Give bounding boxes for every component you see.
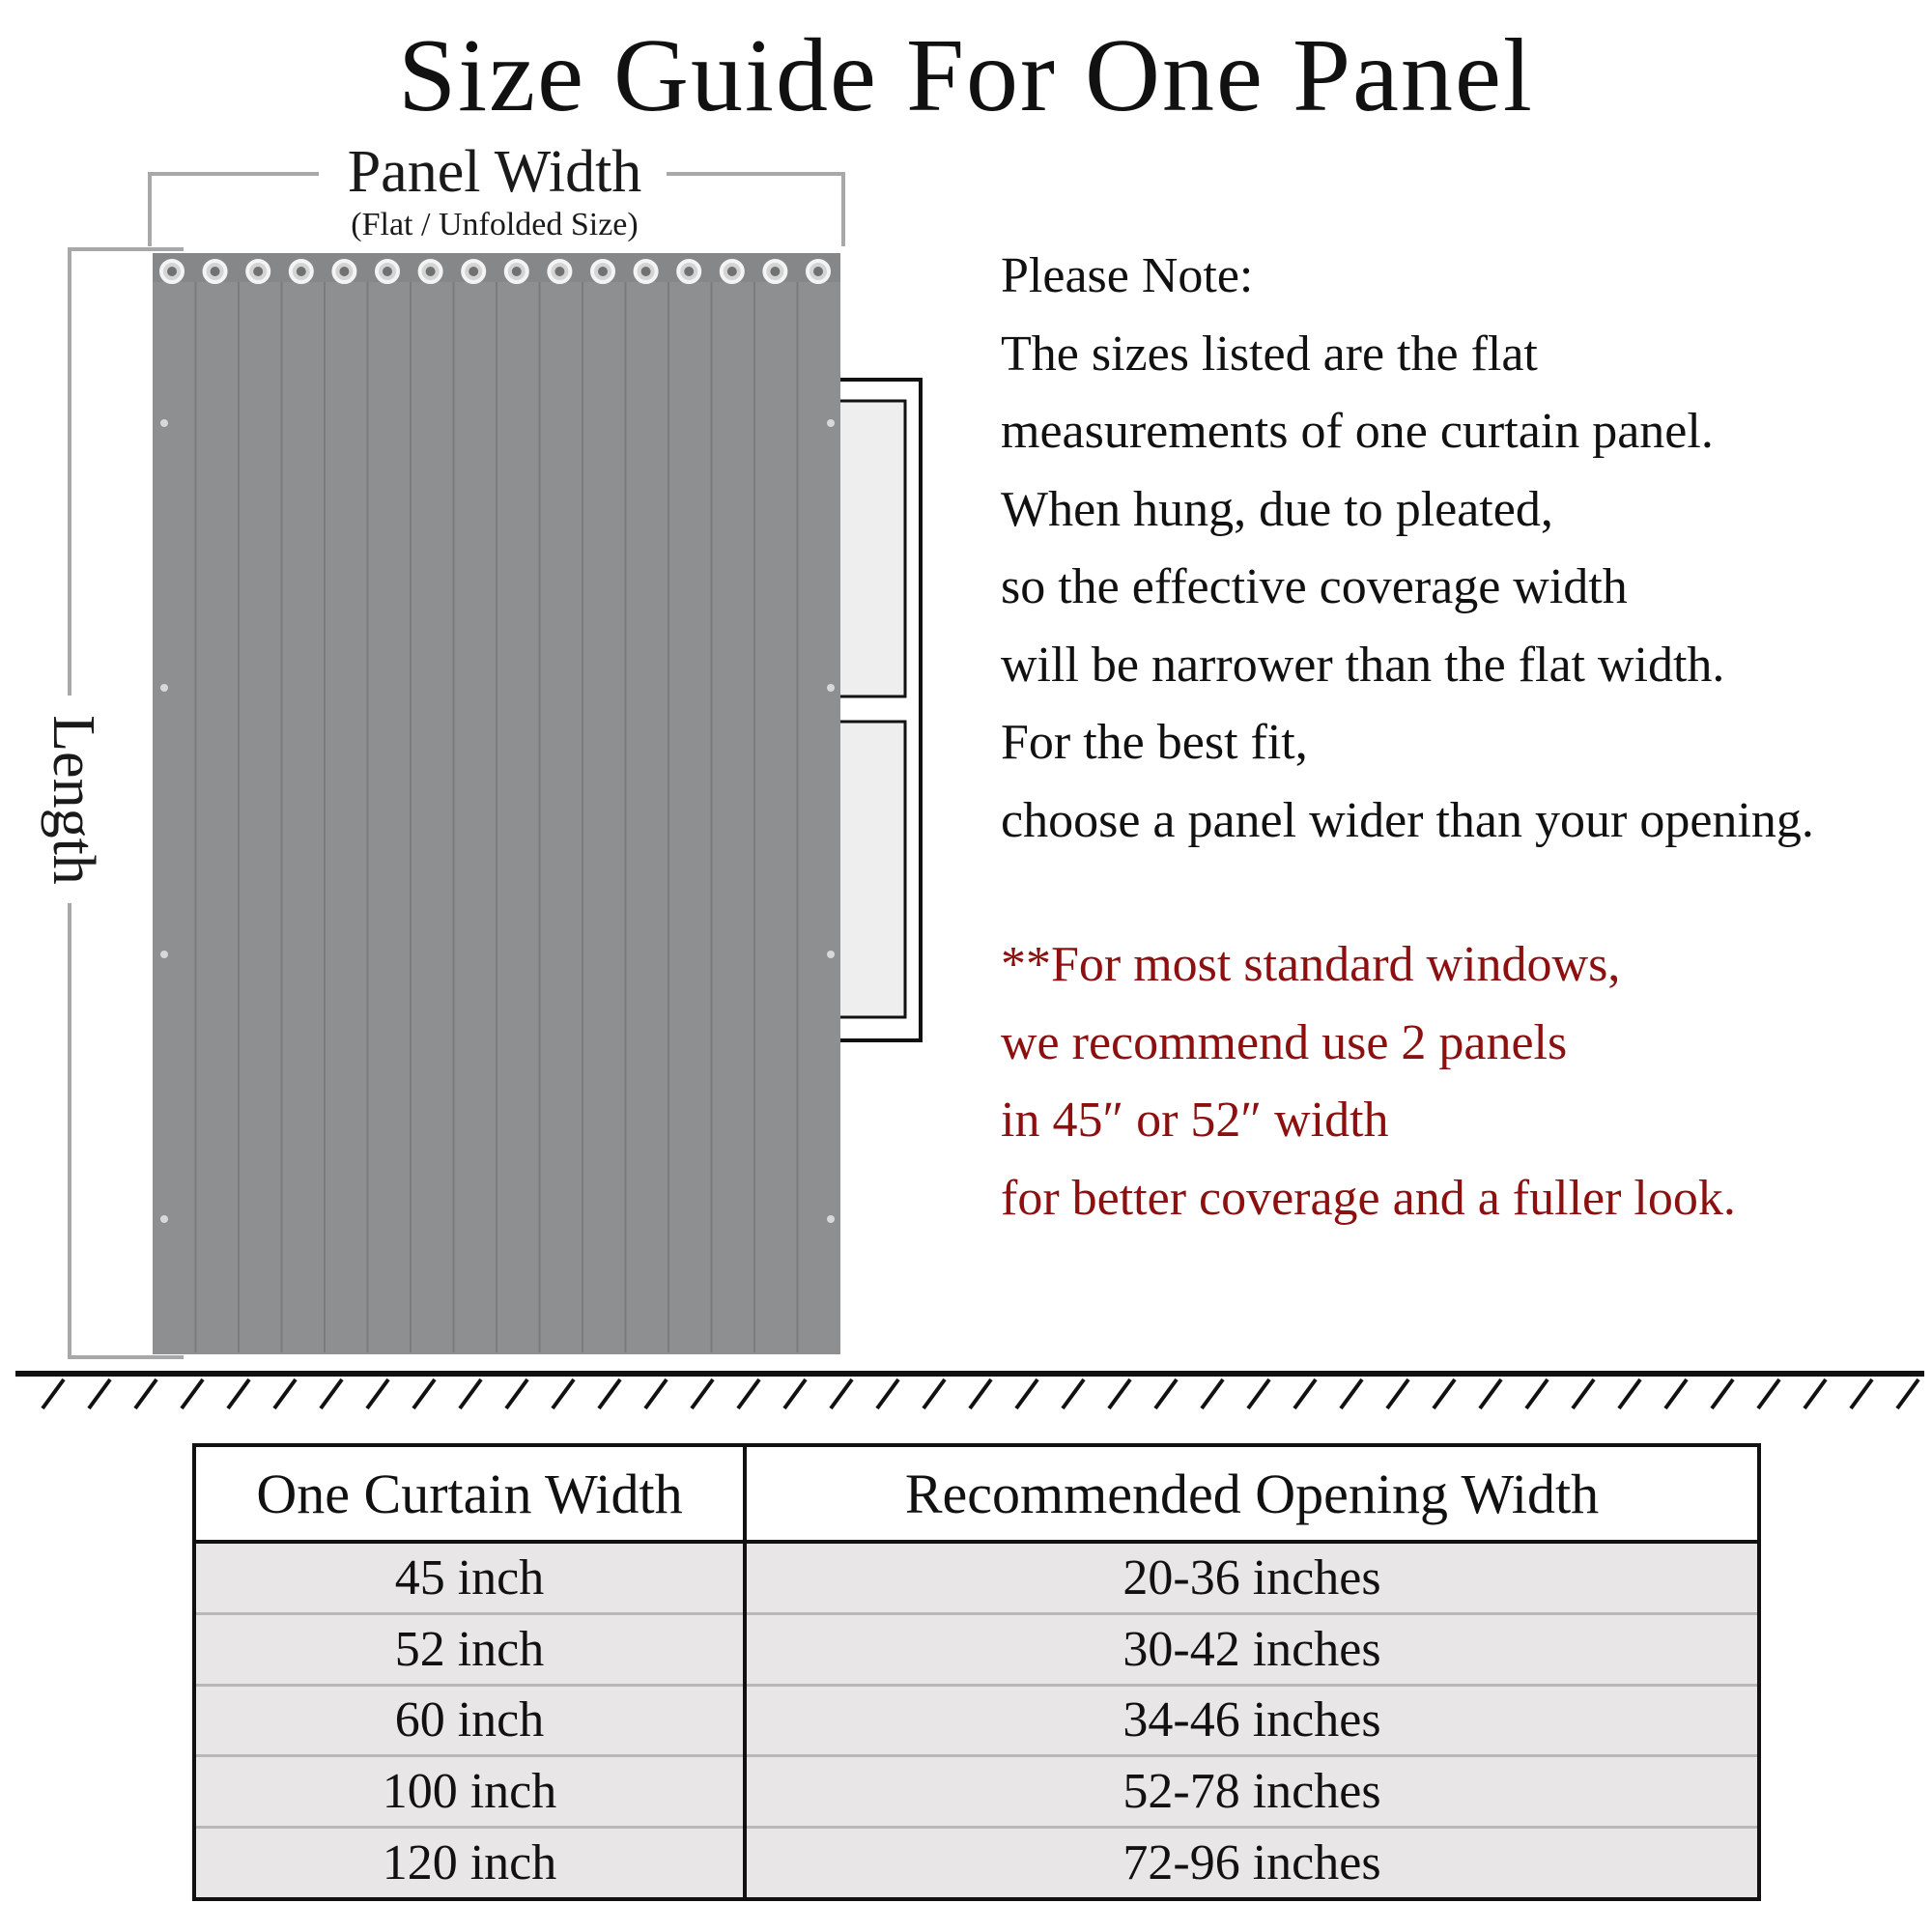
grommet-hole (512, 267, 522, 276)
floor-hatch (1619, 1379, 1640, 1408)
notes-section (1001, 238, 1928, 1237)
grommet-hole (426, 267, 436, 276)
floor-hatch (1109, 1379, 1130, 1408)
floor-hatch (228, 1379, 249, 1408)
note-line: so the effective coverage width (1001, 559, 1628, 614)
curtain-panel (153, 253, 840, 1354)
table-row (194, 1613, 1759, 1685)
page-title: Size Guide For One Panel (398, 18, 1534, 133)
grommet-hole (554, 267, 564, 276)
panel-width-label: Panel Width (347, 139, 642, 205)
table-row (194, 1685, 1759, 1756)
panel-dot (827, 419, 835, 427)
grommet-hole (339, 267, 349, 276)
notes-heading: Please Note: (1001, 248, 1254, 303)
floor-hatch (923, 1379, 945, 1408)
grommet-hole (813, 267, 823, 276)
floor-hatch (1526, 1379, 1548, 1408)
floor-hatch (1016, 1379, 1037, 1408)
floor-hatch (135, 1379, 156, 1408)
note-line: The sizes listed are the flat (1001, 326, 1538, 382)
grommet-hole (770, 267, 780, 276)
floor-hatch (970, 1379, 991, 1408)
note-line: choose a panel wider than your opening. (1001, 792, 1814, 848)
floor-hatch (784, 1379, 806, 1408)
floor-hatch (1155, 1379, 1177, 1408)
note-line: For the best fit, (1001, 715, 1308, 770)
grommet-hole (211, 267, 220, 276)
floor-hatch (1434, 1379, 1455, 1408)
panel-dot (160, 419, 168, 427)
panel-dot (160, 1215, 168, 1223)
floor-line (15, 1370, 1924, 1410)
floor-hatch (738, 1379, 759, 1408)
opening-width-cell: 20-36 inches (745, 1542, 1759, 1613)
panel-dot (827, 1215, 835, 1223)
floor-hatch (182, 1379, 203, 1408)
panel-dot (827, 951, 835, 958)
table-header-row (194, 1445, 1759, 1542)
floor-hatch (321, 1379, 342, 1408)
floor-hatch (274, 1379, 296, 1408)
floor-hatch (1897, 1379, 1918, 1408)
grommet-hole (641, 267, 651, 276)
note-line: will be narrower than the flat width. (1001, 637, 1725, 693)
floor-hatch (1573, 1379, 1594, 1408)
opening-width-cell: 30-42 inches (745, 1613, 1759, 1685)
length-label: Length (41, 715, 106, 885)
opening-width-cell: 52-78 inches (745, 1756, 1759, 1828)
panel-dot (160, 951, 168, 958)
note-line: measurements of one curtain panel. (1001, 404, 1714, 459)
floor-hatch (1387, 1379, 1408, 1408)
floor-hatch (1294, 1379, 1316, 1408)
panel-dot (827, 684, 835, 692)
floor-hatch (645, 1379, 667, 1408)
floor-hatch (1758, 1379, 1779, 1408)
floor-hatch (413, 1379, 435, 1408)
grommet-hole (383, 267, 392, 276)
curtain-diagram (0, 0, 966, 1372)
floor-hatch (1480, 1379, 1501, 1408)
grommet-hole (598, 267, 608, 276)
floor-hatch (1665, 1379, 1687, 1408)
panel-width-sublabel: (Flat / Unfolded Size) (351, 207, 639, 242)
floor-hatch (43, 1379, 64, 1408)
curtain-width-cell: 45 inch (194, 1542, 745, 1613)
note-line: When hung, due to pleated, (1001, 481, 1553, 537)
floor-hatch (460, 1379, 481, 1408)
grommet-hole (297, 267, 306, 276)
size-table (192, 1443, 1761, 1901)
recommendation-line: we recommend use 2 panels (1001, 1014, 1568, 1070)
floor-hatch (877, 1379, 898, 1408)
floor-hatch (367, 1379, 388, 1408)
opening-width-cell: 34-46 inches (745, 1685, 1759, 1756)
panel-dot (160, 684, 168, 692)
column-header-curtain-width: One Curtain Width (194, 1445, 745, 1542)
grommet-hole (684, 267, 694, 276)
curtain-width-cell: 120 inch (194, 1828, 745, 1899)
curtain-width-cell: 52 inch (194, 1613, 745, 1685)
grommet-hole (167, 267, 177, 276)
floor-hatch (1712, 1379, 1733, 1408)
grommet-hole (727, 267, 737, 276)
floor-hatch (1804, 1379, 1826, 1408)
floor-hatch (831, 1379, 852, 1408)
recommendation-line: **For most standard windows, (1001, 937, 1621, 992)
recommendation-line: in 45″ or 52″ width (1001, 1093, 1389, 1148)
grommet-hole (253, 267, 263, 276)
curtain-width-cell: 60 inch (194, 1685, 745, 1756)
floor-hatch (692, 1379, 713, 1408)
floor-hatch (1202, 1379, 1223, 1408)
table-row (194, 1756, 1759, 1828)
floor-hatch (1063, 1379, 1084, 1408)
recommendation-line: for better coverage and a fuller look. (1001, 1170, 1736, 1226)
floor-hatch (506, 1379, 527, 1408)
curtain-width-cell: 100 inch (194, 1756, 745, 1828)
floor-hatch (1248, 1379, 1269, 1408)
floor-hatch (553, 1379, 574, 1408)
column-header-opening-width: Recommended Opening Width (745, 1445, 1759, 1542)
grommet-hole (469, 267, 478, 276)
floor-hatch (89, 1379, 110, 1408)
table-row (194, 1828, 1759, 1899)
floor-hatch (1341, 1379, 1362, 1408)
opening-width-cell: 72-96 inches (745, 1828, 1759, 1899)
table-row (194, 1542, 1759, 1613)
floor-hatch (599, 1379, 620, 1408)
floor-hatch (1851, 1379, 1872, 1408)
